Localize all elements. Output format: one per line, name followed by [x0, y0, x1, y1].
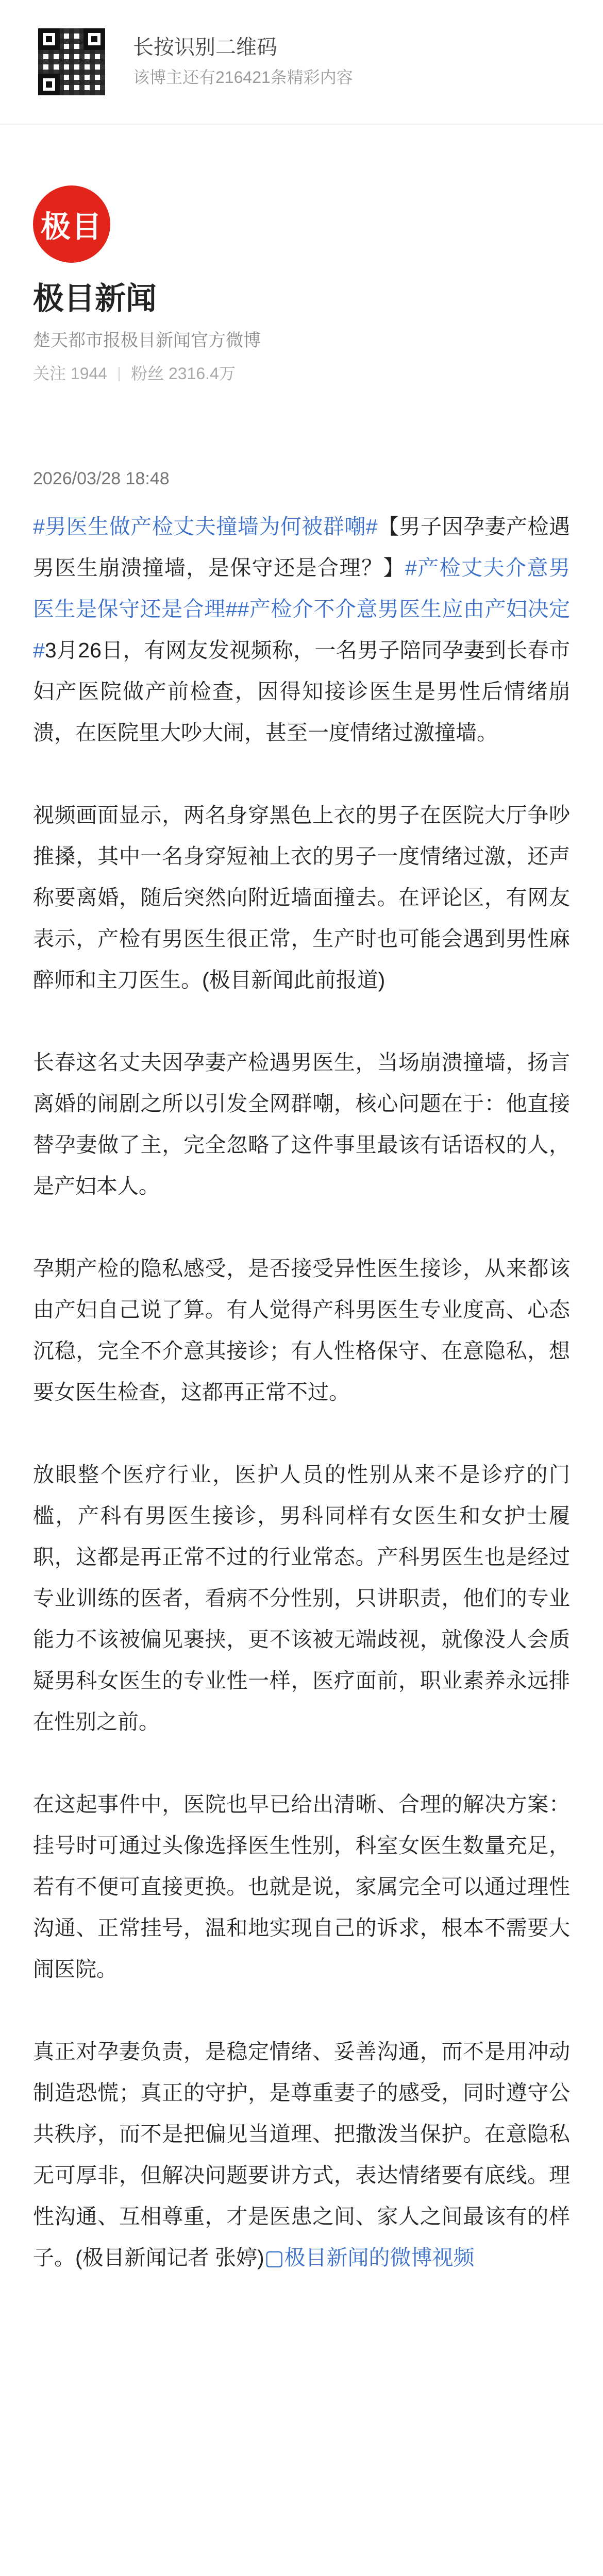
following-count: 关注 1944: [33, 364, 108, 383]
qr-banner-title: 长按识别二维码: [133, 36, 277, 59]
article-paragraph: [33, 794, 570, 1001]
article-text: 真正对孕妻负责，是稳定情绪、妥善沟通，而不是用冲动制造恐慌；真正的守护，是尊重妻子的感受，同时遵守公共秩序，而不是把偏见当道理、把撒泼当保护。在意隐私无可厚非，但解决问题要讲方式，表达情绪要有底线。理性沟通、互相尊重，才是医患之间、家人之间最该有的样子。(极目新闻记者 张婷): [33, 2040, 570, 2269]
avatar[interactable]: [33, 185, 110, 263]
qr-code-icon[interactable]: [33, 23, 110, 100]
article-paragraph: [33, 1042, 570, 1207]
qr-banner: [0, 0, 603, 124]
qr-banner-subtitle: 该博主还有216421条精彩内容: [133, 68, 353, 87]
article-text: 放眼整个医疗行业，医护人员的性别从来不是诊疗的门槛，产科有男医生接诊，男科同样有女医生和女护士履职，这都是再正常不过的行业常态。产科男医生也是经过专业训练的医者，看病不分性别，只讲职责，他们的专业能力不该被偏见裹挟，更不该被无端歧视，就像没人会质疑男科女医生的专业性一样，医疗面前，职业素养永远排在性别之前。: [33, 1463, 570, 1734]
author-name[interactable]: 极目新闻: [33, 281, 157, 316]
post-timestamp: 2026/03/28 18:48: [33, 469, 170, 488]
author-stats: [33, 362, 570, 385]
article-paragraph: [33, 1248, 570, 1413]
article-text: 视频画面显示，两名身穿黑色上衣的男子在医院大厅争吵推搡，其中一名身穿短袖上衣的男子一度情绪过激，还声称要离婚，随后突然向附近墙面撞去。在评论区，有网友表示，产检有男医生很正常，生产时也可能会遇到男性麻醉师和主刀医生。(极目新闻此前报道): [33, 803, 570, 992]
article-text: 【男子因孕妻产检遇男医生崩溃撞墙，是保守还是合理？】: [33, 515, 571, 580]
hashtag-link[interactable]: #产检丈夫介意男医生是保守还是合理##产检介不介意男医生应由产妇决定#: [33, 556, 571, 662]
author-profile: [33, 185, 570, 385]
article-paragraph: [33, 2031, 570, 2278]
fans-count: 粉丝 2316.4万: [131, 364, 236, 383]
article-paragraph: [33, 1454, 570, 1742]
article-text: 在这起事件中，医院也早已给出清晰、合理的解决方案：挂号时可通过头像选择医生性别，科室女医生数量充足，若有不便可直接更换。也就是说，家属完全可以通过理性沟通、正常挂号，温和地实现自己的诉求，根本不需要大闹医院。: [33, 1792, 570, 1981]
video-link[interactable]: ▢极目新闻的微博视频: [264, 2246, 475, 2269]
article-text: 3月26日，有网友发视频称，一名男子陪同孕妻到长春市妇产医院做产前检查，因得知接诊医生是男性后情绪崩溃，在医院里大吵大闹，甚至一度情绪过激撞墙。: [33, 638, 570, 744]
verification-text: 楚天都市报极目新闻官方微博: [33, 331, 261, 350]
hashtag-link[interactable]: #男医生做产检丈夫撞墙为何被群嘲#: [33, 515, 378, 538]
divider: [0, 124, 603, 125]
article-text: 孕期产检的隐私感受，是否接受异性医生接诊，从来都该由产妇自己说了算。有人觉得产科男医生专业度高、心态沉稳，完全不介意其接诊；有人性格保守、在意隐私，想要女医生检查，这都再正常不过。: [33, 1257, 570, 1404]
article-text: 长春这名丈夫因孕妻产检遇男医生，当场崩溃撞墙，扬言离婚的闹剧之所以引发全网群嘲，核心问题在于：他直接替孕妻做了主，完全忽略了这件事里最该有话语权的人，是产妇本人。: [33, 1050, 570, 1198]
article-paragraph: [33, 506, 570, 753]
logo-text: 极目: [40, 210, 103, 244]
post-body: [33, 506, 570, 2319]
article-paragraph: [33, 1784, 570, 1990]
